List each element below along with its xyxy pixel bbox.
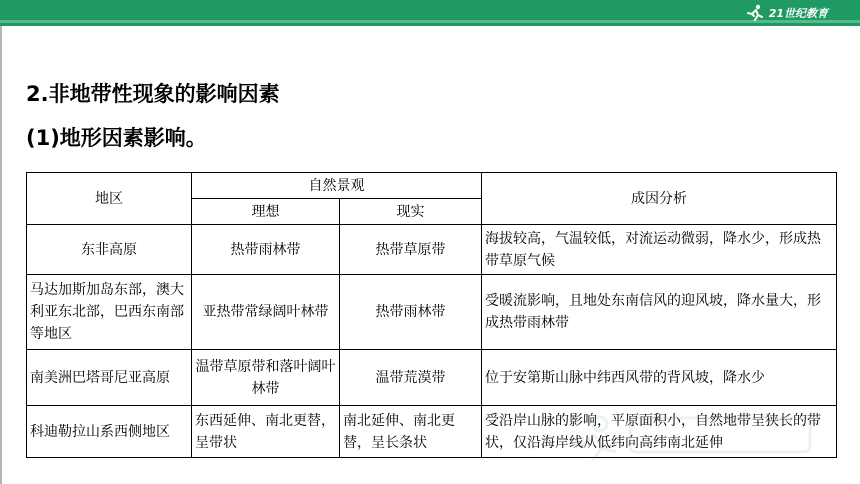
section-heading: 2.非地带性现象的影响因素 bbox=[26, 82, 280, 106]
header-cause: 成因分析 bbox=[482, 173, 837, 225]
cell-actual: 热带草原带 bbox=[340, 225, 482, 275]
logo-text: 21世纪教育 bbox=[768, 7, 828, 20]
table-row bbox=[27, 406, 837, 458]
banner-stripe bbox=[0, 20, 860, 23]
runner-icon bbox=[745, 4, 765, 22]
top-banner bbox=[0, 0, 860, 26]
table-row bbox=[27, 350, 837, 406]
cell-ideal: 东西延伸、南北更替，呈带状 bbox=[192, 406, 340, 458]
cell-cause: 受沿岸山脉的影响，平原面积小，自然地带呈狭长的带状，仅沿海岸线从低纬向高纬南北延伸 bbox=[482, 406, 837, 458]
cell-cause: 位于安第斯山脉中纬西风带的背风坡，降水少 bbox=[482, 350, 837, 406]
cell-region: 东非高原 bbox=[27, 225, 192, 275]
cell-ideal: 热带雨林带 bbox=[192, 225, 340, 275]
subsection-heading: (1)地形因素影响。 bbox=[26, 126, 207, 150]
left-border bbox=[0, 26, 2, 484]
cell-region: 科迪勒拉山系西侧地区 bbox=[27, 406, 192, 458]
cell-region: 南美洲巴塔哥尼亚高原 bbox=[27, 350, 192, 406]
cell-cause: 受暖流影响，且地处东南信风的迎风坡，降水量大，形成热带雨林带 bbox=[482, 275, 837, 350]
cell-actual: 南北延伸、南北更替，呈长条状 bbox=[340, 406, 482, 458]
header-actual: 现实 bbox=[340, 199, 482, 225]
comparison-table bbox=[26, 172, 837, 458]
site-logo bbox=[745, 2, 828, 24]
cell-ideal: 亚热带常绿阔叶林带 bbox=[192, 275, 340, 350]
cell-ideal: 温带草原带和落叶阔叶林带 bbox=[192, 350, 340, 406]
table-header-row bbox=[27, 173, 837, 199]
cell-region: 马达加斯加岛东部，澳大利亚东北部，巴西东南部等地区 bbox=[27, 275, 192, 350]
cell-actual: 热带雨林带 bbox=[340, 275, 482, 350]
header-landscape: 自然景观 bbox=[192, 173, 482, 199]
cell-cause: 海拔较高，气温较低，对流运动微弱，降水少，形成热带草原气候 bbox=[482, 225, 837, 275]
table-row bbox=[27, 275, 837, 350]
header-region: 地区 bbox=[27, 173, 192, 225]
table-row bbox=[27, 225, 837, 275]
header-ideal: 理想 bbox=[192, 199, 340, 225]
cell-actual: 温带荒漠带 bbox=[340, 350, 482, 406]
